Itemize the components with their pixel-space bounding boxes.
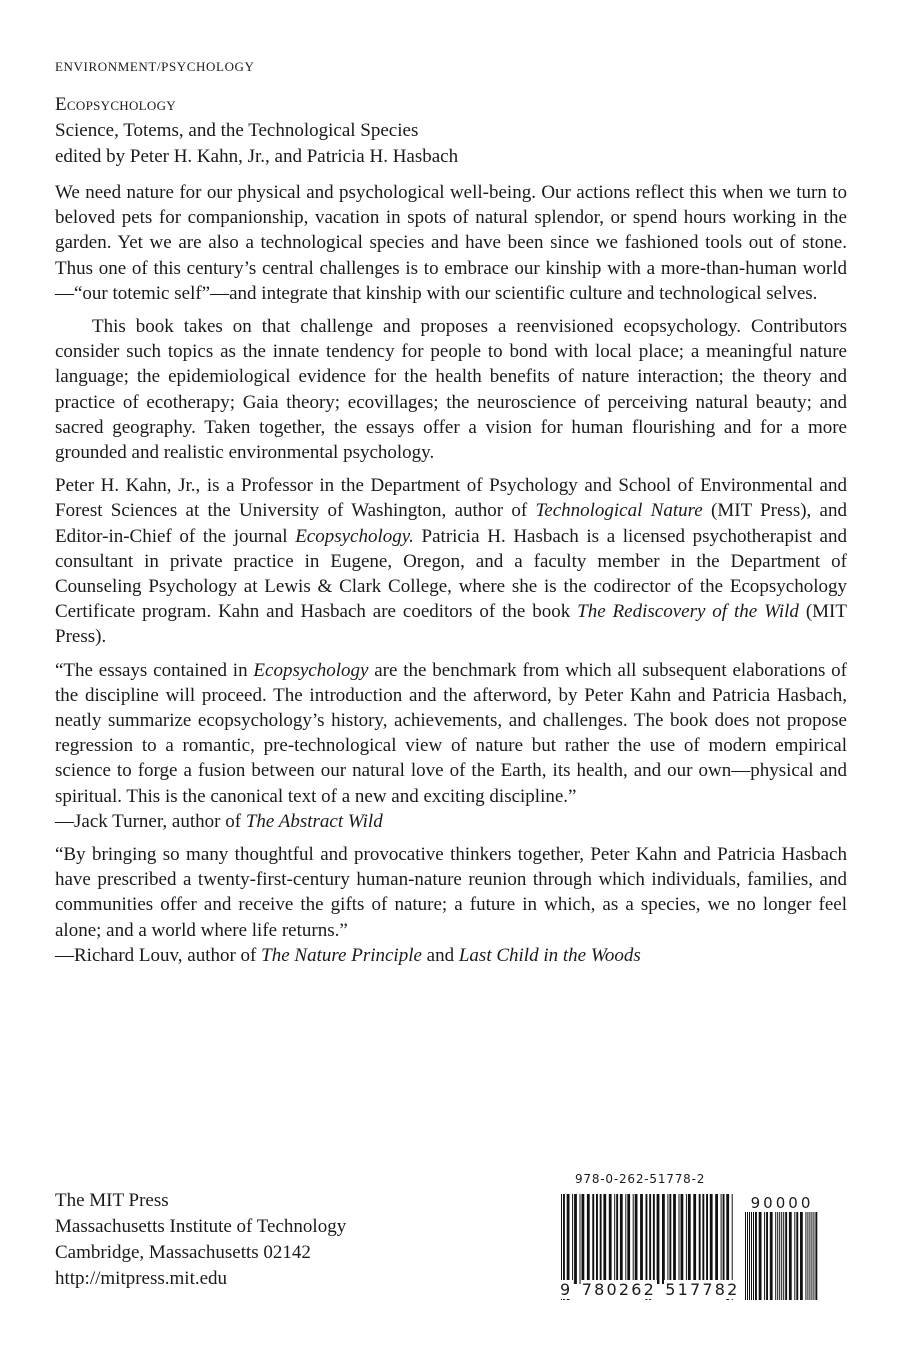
endorsement-turner-text: [55, 658, 847, 809]
addon-digits: 90000: [743, 1194, 821, 1212]
barcode-bar: [679, 1194, 680, 1284]
barcode-bar: [715, 1194, 718, 1284]
title-block: [55, 92, 855, 170]
barcode-bar: [600, 1194, 602, 1284]
isbn-barcode: [559, 1172, 821, 1300]
barcode-bar: [633, 1194, 634, 1284]
back-cover-body: [55, 180, 847, 976]
barcode-bar: [721, 1194, 722, 1284]
category-label: ENVIRONMENT/PSYCHOLOGY: [55, 59, 255, 74]
bio-text-3: Patricia H. Hasbach is a licensed psychotherapist and consultant in private practice in Eugene, Oregon, and a faculty member in the Department of Counseling Psychology at Lewis & Clark College, where she is the codirector of the Ecopsychology Certificate program. Kahn and Hasbach are coeditors of the book: [55, 525, 847, 623]
bio-text-4: (MIT Press).: [55, 601, 847, 648]
endorsement-turner: [55, 658, 847, 834]
barcode-bar: [662, 1194, 665, 1284]
barcode-bar: [625, 1194, 626, 1284]
isbn-number: 978-0-262-51778-2: [575, 1172, 706, 1186]
barcode-bar: [699, 1194, 701, 1284]
description-paragraph-1: We need nature for our physical and psychological well-being. Our actions reflect this when we turn to beloved pets for companionship, vacation in spots of natural splendor, or spend hours working in the garden. Yet we are also a technological species and have been since we fashioned tools out of stone. Thus one of this century’s central challenges is to embrace our kinship with a more-than-human world—“our totemic self”—and integrate that kinship with our scientific culture and technological selves.: [55, 182, 847, 304]
barcode-bar: [616, 1194, 618, 1284]
ean-left-digits: 780262: [581, 1280, 656, 1299]
attrib-louv-work-2: Last Child in the Woods: [458, 944, 641, 966]
attrib-turner-work: The Abstract Wild: [245, 810, 383, 832]
publisher-block: [55, 1188, 475, 1292]
endorsement-louv-attribution: [55, 943, 847, 968]
ean-digits: [559, 1280, 740, 1299]
barcode-bar: [574, 1194, 577, 1284]
barcode-bar: [635, 1194, 638, 1284]
barcode-bar: [702, 1194, 704, 1284]
barcode-bar: [572, 1194, 573, 1284]
barcode-bar: [706, 1194, 708, 1284]
barcode-bar: [580, 1194, 581, 1284]
bio-journal-ecopsychology: Ecopsychology.: [295, 525, 414, 547]
bio-text-2: (MIT Press), and Editor-in-Chief of the journal: [55, 500, 847, 547]
bio-work-rediscovery-of-the-wild: The Rediscovery of the Wild: [577, 601, 799, 623]
ean-first-digit: 9: [560, 1280, 573, 1299]
attrib-louv-and: and: [421, 944, 459, 966]
barcode-bar: [627, 1194, 630, 1284]
endorsement-louv-text: “By bringing so many thoughtful and provocative thinkers together, Peter Kahn and Patricia Hasbach have prescribed a twenty-first-century human-nature reunion through which individuals, families, and communities offer and receive the gifts of nature; a future in which, as a species, we no longer feel alone; and a world where life returns.”: [55, 844, 847, 941]
barcode-bar: [592, 1194, 594, 1284]
barcode-bar: [640, 1194, 643, 1284]
barcode-bar: [723, 1194, 725, 1284]
barcode-bar: [669, 1194, 671, 1284]
publisher-url: http://mitpress.mit.edu: [55, 1268, 228, 1289]
barcode-bar: [609, 1194, 612, 1284]
endorsement-turner-rest: are the benchmark from which all subsequent elaborations of the discipline will proceed. The introduction and the afterword, by Peter Kahn and Patricia Hasbach, neatly summarize ecopsychology’s history, achievements, and challenges. The book does not propose regression to a romantic, pre-technological view of nature but rather the use of modern empirical science to forge a fusion between our natural love of the Earth, its health, and our own—physical and spiritual. This is the canonical text of a new and exciting discipline.”: [55, 659, 847, 807]
barcode-bar: [582, 1194, 585, 1284]
barcode-bar: [614, 1194, 615, 1284]
endorsement-turner-italic: Ecopsychology: [253, 659, 369, 681]
barcode-bar: [653, 1194, 655, 1284]
barcode-bar: [710, 1194, 713, 1284]
barcode-bar: [681, 1194, 684, 1284]
bio-text-1: Peter H. Kahn, Jr., is a Professor in the Department of Psychology and School of Environmental and Forest Sciences at the University of Washington, author of: [55, 475, 847, 522]
author-bio: [55, 473, 847, 649]
barcode-bar: [587, 1194, 590, 1284]
description-paragraph-2: This book takes on that challenge and proposes a reenvisioned ecopsychology. Contributors consider such topics as the innate tendency for people to bond with local place; a meaningful nature language; the epidemiological evidence for the health benefits of nature interaction; the theory and practice of ecotherapy; Gaia theory; ecovillages; the neuroscience of perceiving natural beauty; and sacred geography. Taken together, the essays offer a vision for human flourishing and for a more grounded and realistic environmental psychology.: [55, 316, 847, 464]
barcode-bar: [673, 1194, 676, 1284]
attrib-louv-prefix: —Richard Louv, author of: [55, 944, 262, 966]
barcode-bar: [657, 1194, 660, 1284]
barcode-bar: [620, 1194, 623, 1284]
barcode-bar: [688, 1194, 691, 1284]
bio-work-technological-nature: Technological Nature: [535, 500, 703, 522]
book-editors: edited by Peter H. Kahn, Jr., and Patricia H. Hasbach: [55, 146, 459, 167]
publisher-address: Cambridge, Massachusetts 02142: [55, 1242, 311, 1263]
ean-right-digits: 517782: [665, 1280, 740, 1299]
barcode-bar: [603, 1194, 606, 1284]
barcode-bar: [596, 1194, 598, 1284]
endorsement-turner-attribution: [55, 809, 847, 834]
book-title: Ecopsychology: [55, 94, 176, 115]
endorsement-louv: [55, 842, 847, 968]
barcode-bar: [667, 1194, 668, 1284]
attrib-turner-prefix: —Jack Turner, author of: [55, 810, 246, 832]
barcode-bar: [686, 1194, 687, 1284]
publisher-institution: Massachusetts Institute of Technology: [55, 1216, 347, 1237]
publisher-name: The MIT Press: [55, 1190, 169, 1211]
book-subtitle: Science, Totems, and the Technological Species: [55, 120, 419, 141]
barcode-bar: [693, 1194, 696, 1284]
attrib-louv-work-1: The Nature Principle: [261, 944, 422, 966]
endorsement-turner-open: “The essays contained in: [55, 659, 254, 681]
